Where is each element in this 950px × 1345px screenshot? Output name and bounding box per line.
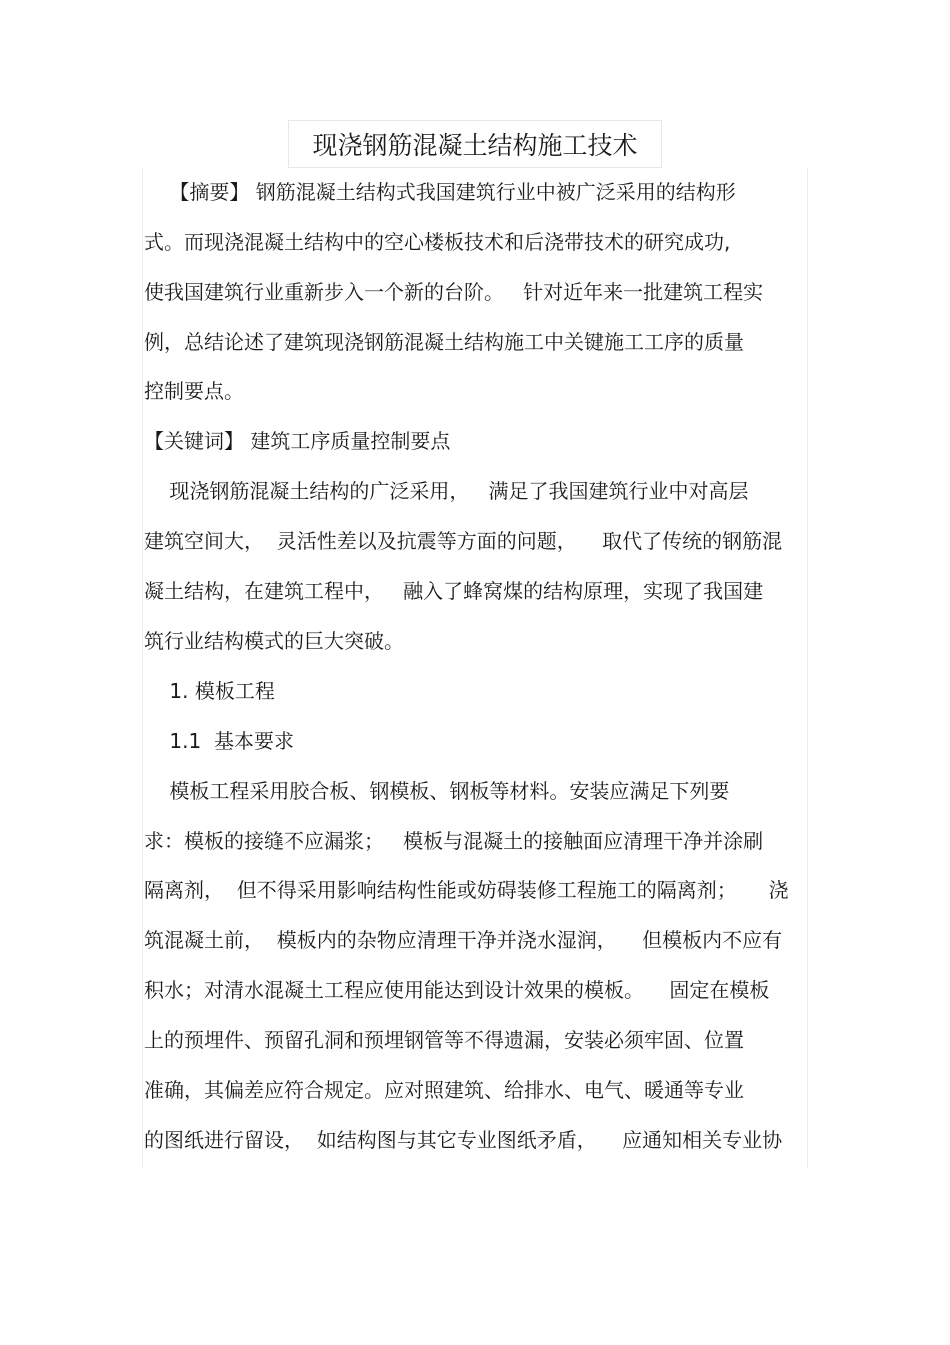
intro-line-1: 现浇钢筋混凝土结构的广泛采用， 满足了我国建筑行业中对高层 — [144, 479, 749, 503]
body-line-5: 积水；对清水混凝土工程应使用能达到设计效果的模板。 固定在模板 — [144, 978, 770, 1002]
abstract-line-3: 使我国建筑行业重新步入一个新的台阶。 针对近年来一批建筑工程实 — [144, 280, 764, 304]
body-line-2: 求：模板的接缝不应漏浆； 模板与混凝土的接触面应清理干净并涂刷 — [144, 829, 764, 853]
intro-line-3: 凝土结构，在建筑工程中， 融入了蜂窝煤的结构原理，实现了我国建 — [144, 579, 764, 603]
body-line-4: 筑混凝土前， 模板内的杂物应清理干净并浇水湿润， 但模板内不应有 — [144, 928, 783, 952]
intro-line-4: 筑行业结构模式的巨大突破。 — [144, 629, 404, 653]
subsection-heading-1-1: 1.1 基本要求 — [144, 729, 294, 753]
abstract-line-2: 式。而现浇混凝土结构中的空心楼板技术和后浇带技术的研究成功, — [144, 230, 731, 254]
body-line-7: 准确，其偏差应符合规定。应对照建筑、给排水、电气、暖通等专业 — [144, 1078, 744, 1102]
abstract-line-1: 【摘要】 钢筋混凝土结构式我国建筑行业中被广泛采用的结构形 — [144, 180, 736, 204]
body-line-3: 隔离剂， 但不得采用影响结构性能或妨碍装修工程施工的隔离剂； 浇 — [144, 878, 789, 902]
body-line-6: 上的预埋件、预留孔洞和预埋钢管等不得遗漏，安装必须牢固、位置 — [144, 1028, 744, 1052]
intro-line-2: 建筑空间大， 灵活性差以及抗震等方面的问题， 取代了传统的钢筋混 — [144, 529, 783, 553]
abstract-line-4: 例，总结论述了建筑现浇钢筋混凝土结构施工中关键施工工序的质量 — [144, 330, 744, 354]
keywords-line: 【关键词】 建筑工序质量控制要点 — [144, 429, 451, 453]
body-line-1: 模板工程采用胶合板、钢模板、钢板等材料。安装应满足下列要 — [144, 779, 730, 803]
abstract-line-5: 控制要点。 — [144, 379, 244, 403]
body-line-8: 的图纸进行留设， 如结构图与其它专业图纸矛盾， 应通知相关专业协 — [144, 1128, 783, 1152]
text-frame — [142, 168, 808, 1168]
document-title: 现浇钢筋混凝土结构施工技术 — [312, 131, 638, 160]
section-heading-1: 1. 模板工程 — [144, 679, 275, 703]
